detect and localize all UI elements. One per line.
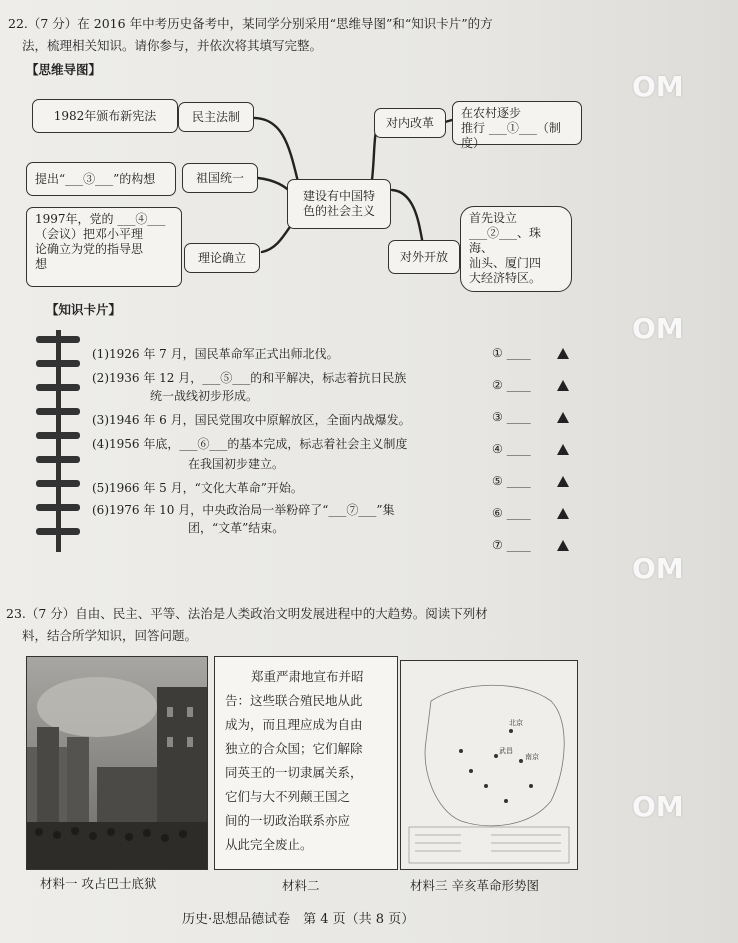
material1-image — [26, 656, 208, 870]
watermark: OM — [632, 70, 684, 103]
bastille-illustration — [27, 657, 207, 869]
binding-ring — [36, 360, 80, 367]
triangle-icon — [557, 444, 569, 455]
mindmap-node-tongyi: 祖国统一 — [182, 163, 258, 193]
binding-ring — [36, 456, 80, 463]
card-line: (2)1936 年 12 月，___⑤___的和平解决，标志着抗日民族 — [92, 371, 407, 385]
q23-line2: 料，结合所学知识，回答问题。 — [22, 628, 198, 643]
shouxian-line-4: 大经济特区。 — [469, 271, 542, 285]
binding-ring — [36, 504, 80, 511]
dang-line-3: 论确立为党的指导思 — [35, 242, 144, 256]
caption-material3: 材料三 辛亥革命形势图 — [410, 878, 539, 893]
card-line: (4)1956 年底，___⑥___的基本完成，标志着社会主义制度 — [92, 437, 408, 451]
answer-blank: ⑤ ____ — [492, 474, 569, 488]
binding-ring — [36, 528, 80, 535]
nongcun-line-2: 推行 ___①___（制度） — [461, 121, 561, 150]
answer-blank: ⑥ ____ — [492, 506, 569, 520]
material2-text: 郑重严肃地宣布并昭 告：这些联合殖民地从此 成为，而且理应成为自由 独立的合众国；它们解除 同英王的一切隶属关系， 它们与大不列颠王国之 间的一切政治联系亦应 从此完全废止。 — [225, 669, 364, 852]
mindmap-node-lilun: 理论确立 — [184, 243, 260, 273]
binding-ring — [36, 408, 80, 415]
map-legend — [409, 827, 569, 863]
shouxian-line-2: ___②___、珠海、 — [469, 226, 542, 255]
mindmap-node-xianfa: 1982年颁布新宪法 — [32, 99, 178, 133]
card-line: 在我国初步建立。 — [188, 457, 285, 471]
answer-blank: ⑦ ____ — [492, 538, 569, 552]
q22-line2: 法，梳理相关知识。请你参与，并依次将其填写完整。 — [22, 38, 323, 53]
page-footer: 历史·思想品德试卷 第 4 页（共 8 页） — [182, 912, 415, 927]
answer-blank: ① ____ — [492, 346, 569, 360]
mindmap-center: 建设有中国特色的社会主义 — [287, 179, 391, 229]
map-label-nanjing: 南京 — [525, 753, 539, 761]
mindmap-node-duinei: 对内改革 — [374, 108, 446, 138]
triangle-icon — [557, 412, 569, 423]
card-line: (3)1946 年 6 月，国民党围攻中原解放区，全面内战爆发。 — [92, 413, 411, 427]
watermark: OM — [632, 312, 684, 345]
caption-material1: 材料一 攻占巴士底狱 — [40, 876, 157, 891]
watermark: OM — [632, 790, 684, 823]
binding-ring — [36, 432, 80, 439]
card-line: (6)1976 年 10 月，中央政治局一举粉碎了“___⑦___”集 — [92, 503, 395, 517]
card-line: (1)1926 年 7 月，国民革命军正式出师北伐。 — [92, 347, 339, 361]
binding-ring — [36, 384, 80, 391]
map-label-beijing: 北京 — [509, 719, 523, 727]
caption-material2: 材料二 — [282, 878, 320, 893]
card-line: 统一战线初步形成。 — [150, 389, 259, 403]
binding-ring — [36, 480, 80, 487]
mindmap-node-minzhu: 民主法制 — [178, 102, 254, 132]
q22-line1: 22.（7 分）在 2016 年中考历史备考中，某同学分别采用“思维导图”和“知识卡片”的方 — [8, 16, 493, 31]
answer-blank: ② ____ — [492, 378, 569, 392]
nongcun-line-1: 在农村逐步 — [461, 106, 522, 120]
material2-box — [214, 656, 398, 870]
card-label: 【知识卡片】 — [46, 302, 122, 317]
dang-line-4: 想 — [35, 257, 48, 271]
mindmap-label: 【思维导图】 — [26, 62, 102, 77]
map-illustration — [401, 661, 577, 869]
binding-ring — [36, 336, 80, 343]
card-line: (5)1966 年 5 月，“文化大革命”开始。 — [92, 481, 303, 495]
dang-line-1: 1997年，党的 ___④___ — [35, 212, 166, 226]
mindmap-node-duiwai: 对外开放 — [388, 240, 460, 274]
triangle-icon — [557, 476, 569, 487]
q23-line1: 23.（7 分）自由、民主、平等、法治是人类政治文明发展进程中的大趋势。阅读下列材 — [6, 606, 488, 621]
map-label-wuchang: 武昌 — [499, 747, 513, 755]
triangle-icon — [557, 380, 569, 391]
triangle-icon — [557, 540, 569, 551]
triangle-icon — [557, 348, 569, 359]
watermark: OM — [632, 552, 684, 585]
mindmap-node-nongcun — [452, 101, 582, 150]
mindmap-node-dang — [26, 207, 182, 287]
mindmap-node-tichu: 提出“___③___”的构想 — [26, 162, 176, 196]
triangle-icon — [557, 508, 569, 519]
answer-blank: ④ ____ — [492, 442, 569, 456]
card-line: 团，“文革”结束。 — [188, 521, 285, 535]
material3-map — [400, 660, 578, 870]
shouxian-line-3: 汕头、厦门四 — [469, 256, 542, 270]
mindmap-node-shouxian — [460, 206, 572, 292]
answer-blank: ③ ____ — [492, 410, 569, 424]
shouxian-line-1: 首先设立 — [469, 211, 518, 225]
dang-line-2: （会议）把邓小平理 — [35, 227, 144, 241]
